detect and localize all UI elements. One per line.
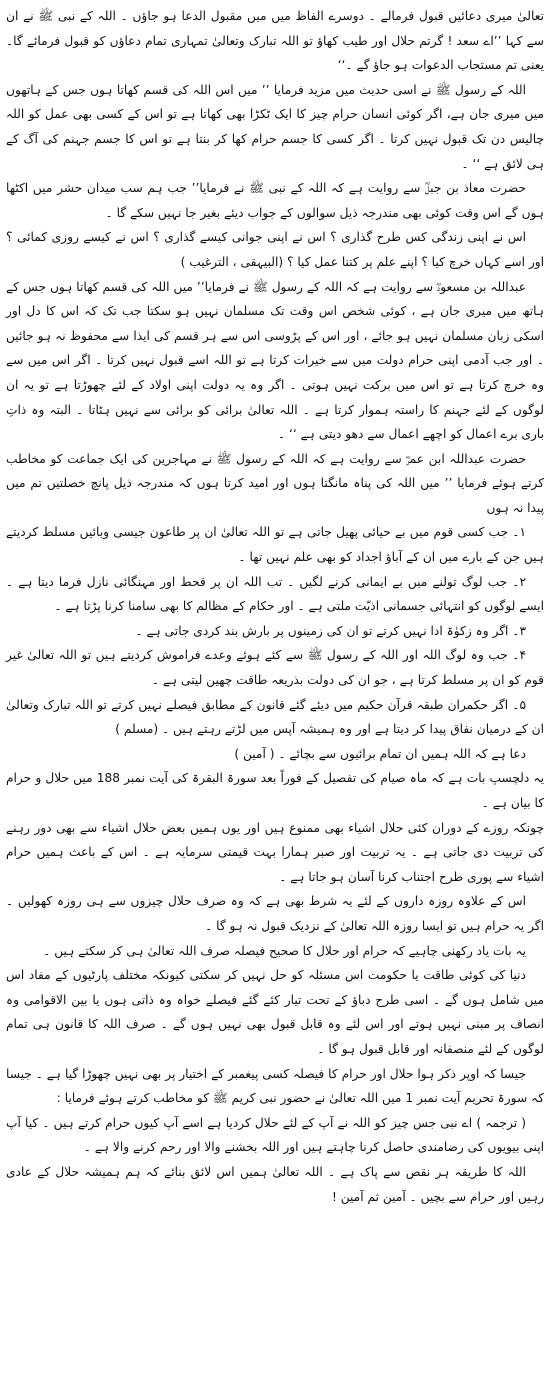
paragraph-hadith-ibn-umar: حضرت عبداللہ ابن عمرؓ سے روایت ہے کہ اللہ کے رسول ﷺ نے مہاجرین کی ایک جماعت کو مخاطب کرتے ہوئے فرمایا ’’ میں اللہ کی پناہ مانگتا ہوں اور امید کرتا ہوں کہ مندرجہ ذیل پانچ خصلتیں تم میں پیدا نہ ہوں (6, 451, 544, 515)
paragraph-surah-baqarah: یہ دلچسپ بات ہے کہ ماہ صیام کی تفصیل کے فوراً بعد سورۃ البقرۃ کی آیت نمبر 188 میں حلال و حرام کا بیان ہے ۔ (6, 771, 544, 810)
paragraph-only-allah-decides: یہ بات یاد رکھنی چاہیے کہ حرام اور حلال کا صحیح فیصلہ صرف اللہ تعالیٰ ہی کر سکتے ہیں ۔ (43, 943, 526, 958)
paragraph-surah-tahrim: جیسا کہ اوپر ذکر ہوا حلال اور حرام کا فیصلہ کسی پیغمبر کے اختیار پر بھی نہیں چھوڑا گیا ہے ۔ جیسا کہ سورۃ تحریم آیت نمبر 1 میں اللہ تعالیٰ نے حضور نبی کریم ﷺ کو مخاطب کرتے ہوئے فرمایا : (6, 1066, 544, 1106)
paragraph-worldly-powers: دنیا کی کوئی طاقت یا حکومت اس مسئلہ کو حل نہیں کر سکتی کیونکہ مختلف پارٹیوں کے مفاد اس میں شامل ہوں گے ۔ اسی طرح دباؤ کے تحت تیار کئے گئے فیصلے خواہ وہ ذاتی ہوں یا بین الاقوامی وہ انصاف پر مبنی نہیں ہوتے اور اس لئے وہ قابل قبول بھی نہیں ہوں گے ۔ صرف اللہ کا قانون ہی تمام لوگوں کے لئے منصفانہ اور قابل قبول ہو گا ۔ (6, 968, 544, 1056)
paragraph-dua: دعا ہے کہ اللہ ہمیں ان تمام برائیوں سے بچائے ۔ ( آمین ) (234, 746, 526, 761)
list-item-trait-1: ۱۔ جب کسی قوم میں بے حیائی پھیل جاتی ہے تو اللہ تعالیٰ ان پر طاعون جیسی وبائیں مسلط کردیتے ہیں جن کے بارے میں ان کے آباؤ اجداد کو بھی علم نہیں تھا ۔ (6, 525, 544, 565)
paragraph-hadith-saad-ending: تعالیٰ میری دعائیں قبول فرمالے ۔ دوسرے الفاظ میں میں مقبول الدعا ہو جاؤں ۔ اللہ کے نبی ﷺ نے ان سے کہا ’’اے سعد ! گرتم حلال اور طیب کھاؤ تو اللہ تبارک وتعالیٰ تمہاری تمام دعاؤں کو قبول فرمائے گا۔ یعنی تم مستجاب الدعوات ہو جاؤ گے ۔‘‘ (6, 9, 544, 73)
paragraph-hadith-haram-morsel: اللہ کے رسول ﷺ نے اسی حدیث میں مزید فرمایا ’’ میں اس اللہ کی قسم کھاتا ہوں جس کے ہاتھوں میں میری جان ہے، اگر کوئی انسان حرام چیز کا ایک ٹکڑا بھی کھاتا ہے تو اس کے کسی بھی عمل کو اللہ چالیس دن تک قبول نہیں کرتا ۔ اگر کسی کا جسم حرام کھا کر بنتا ہے تو اس کا جسم جہنم کی آگ کے ہی لائق ہے ‘‘ ۔ (6, 82, 545, 171)
paragraph-closing: اللہ کا طریقہ ہر نقص سے پاک ہے ۔ اللہ تعالیٰ ہمیں اس لائق بنائے کہ ہم ہمیشہ حلال کے عادی رہیں اور حرام سے بچیں ۔ آمین ثم آمین ! (6, 1164, 544, 1204)
paragraph-iftar-condition: اس کے علاوہ روزہ داروں کے لئے یہ شرط بھی ہے کہ وہ صرف حلال چیزوں سے ہی روزہ کھولیں ۔ اگر یہ حرام ہیں تو ایسا روزہ اللہ تعالیٰ کے نزدیک قبول نہ ہو گا ۔ (6, 894, 544, 933)
paragraph-hadith-ibn-masud: عبداللہ بن مسعودؓ سے روایت ہے کہ اللہ کے رسول ﷺ نے فرمایا’’ میں اللہ کی قسم کھاتا ہوں جس کے ہاتھ میں میری جان ہے ، کوئی شخص اس وقت تک مسلمان نہیں ہو سکتا جب تک کہ اس کا دل اور اسکی زبان مسلمان نہیں ہو جائے ، اور اس کے پڑوسی اس سے ہر قسم کی ایذا سے محفوظ نہ ہو جائیں ۔ اور جب آدمی اپنی حرام دولت میں سے خیرات کرتا ہے تو اللہ اسے قبول نہیں کرتا ۔ اگر اس میں سے وہ خرچ کرتا ہے تو اس میں برکت نہیں ہوتی ۔ اگر وہ یہ دولت اپنی اولاد کے لئے چھوڑتا ہے تو یہ ان لوگوں کے لئے جہنم کا راستہ ہموار کرتا ہے ۔ اللہ تعالیٰ برائی کو برائی سے نہیں ہٹاتا ۔ البتہ وہ ذاتِ باری برے اعمال کو اچھے اعمال سے دھو دیتی ہے ‘‘ ۔ (6, 279, 544, 442)
list-item-trait-2: ۲۔ جب لوگ تولنے میں بے ایمانی کرنے لگیں ۔ تب اللہ ان پر قحط اور مہنگائی نازل فرما دیتا ہے ۔ ایسے لوگوں کو انتہائی جسمانی اذیّت ملتی ہے ۔ اور حکام کے مظالم کا بھی سامنا کرنا پڑتا ہے ۔ (6, 574, 544, 614)
paragraph-hadith-muadh: حضرت معاذ بن جبلؓ سے روایت ہے کہ اللہ کے نبی ﷺ نے فرمایا’’ جب ہم سب میدان حشر میں اکٹھا ہوں گے اس وقت کوئی بھی مندرجہ ذیل سوالوں کے جواب دیئے بغیر جا نہیں سکے گا ۔ (6, 181, 544, 220)
list-item-trait-5: ۵۔ اگر حکمران طبقہ قرآن حکیم میں دیئے گئے قانون کے مطابق فیصلے نہیں کرتے تو اللہ تبارک وتعالیٰ ان کے درمیان نفاق پیدا کر دیتا ہے اور وہ ہمیشہ آپس میں لڑتے رہتے ہیں ۔ (مسلم ) (6, 697, 544, 737)
list-item-trait-3: ۳۔ اگر وہ زکوٰۃ ادا نہیں کرتے تو ان کی زمینوں پر بارش بند کردی جاتی ہے ۔ (135, 623, 526, 638)
paragraph-fasting-training: چونکہ روزے کے دوران کئی حلال اشیاء بھی ممنوع ہیں اور یوں ہمیں بعض حلال اشیاء سے بھی دور رہنے کی تربیت دی جاتی ہے ۔ یہ تربیت اور صبر ہمارا بہت قیمتی سرمایہ ہے ۔ اس کے باعث ہمیں حرام اشیاء سے پوری طرح اجتناب کرنا آسان ہو جاتا ہے ۔ (6, 820, 544, 884)
list-item-trait-4: ۴۔ جب وہ لوگ اللہ اور اللہ کے رسول ﷺ سے کئے ہوئے وعدے فراموش کردیتے ہیں تو اللہ تعالیٰ غیر قوم کو ان پر مسلط کرتا ہے ، جو ان کی دولت بذریعہ طاقت چھین لیتی ہے ۔ (6, 648, 544, 688)
paragraph-translation: ( ترجمہ ) اے نبی جس چیز کو اللہ نے آپ کے لئے حلال کردیا ہے اسے آپ کیوں حرام کرتے ہیں ۔ کیا آپ اپنی بیویوں کی رضامندی حاصل کرنا چاہتے ہیں اور اللہ بخشنے والا اور رحم کرنے والا ہے ۔ (6, 1115, 544, 1155)
paragraph-judgment-questions: اس نے اپنی زندگی کس طرح گذاری ؟ اس نے اپنی جوانی کیسے گذاری ؟ اس نے کیسے روزی کمائی ؟ اور اسے کہاں خرچ کیا ؟ اپنے علم پر کتنا عمل کیا ؟ (البیہقی ، الترغیب ) (6, 230, 544, 269)
